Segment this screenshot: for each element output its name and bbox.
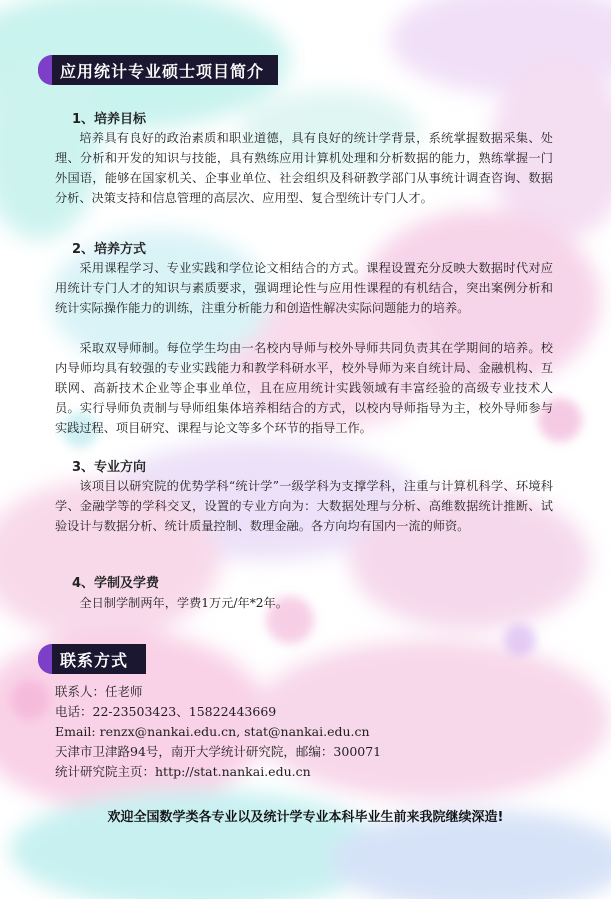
contact-title-banner bbox=[38, 644, 146, 674]
section-paragraph: 全日制学制两年，学费1万元/年*2年。 bbox=[79, 596, 288, 610]
section-paragraph: 培养具有良好的政治素质和职业道德，具有良好的统计学背景，系统掌握数据采集、处理、分析和开发的知识与技能，具有熟练应用计算机处理和分析数据的能力，熟练掌握一门外国语，能够在国家机关、企事业单位、社会组织及科研教学部门从事统计调查咨询、数据分析、决策支持和信息管理的高层次、应用型、复合型统计专门人才。 bbox=[55, 131, 553, 205]
contact-address: 天津市卫津路94号，南开大学统计研究院，邮编：300071 bbox=[55, 744, 382, 759]
section-title-objective: 1、培养目标 bbox=[72, 112, 147, 127]
section-paragraph: 采取双导师制。每位学生均由一名校内导师与校外导师共同负责其在学期间的培养。校内导师均具有较强的专业实践能力和教学科研水平，校外导师为来自统计局、金融机构、互联网、高新技术企业等企事业单位，且在应用统计实践领域有丰富经验的高级专业技术人员。实行导师负责制与导师组集体培养相结合的方式，以校内导师指导为主，校外导师参与实践过程、项目研究、课程与论文等多个环节的指导工作。 bbox=[55, 341, 553, 435]
program-title-banner bbox=[38, 55, 278, 85]
section-title-duration-fees: 4、学制及学费 bbox=[72, 576, 160, 591]
contact-email[interactable]: Email: renzx@nankai.edu.cn, stat@nankai.edu.cn bbox=[55, 724, 370, 739]
section-paragraph: 该项目以研究院的优势学科“统计学”一级学科为支撑学科，注重与计算机科学、环境科学、金融学等的学科交叉，设置的专业方向为：大数据处理与分析、高维数据统计推断、试验设计与数据分析、统计质量控制、数理金融。各方向均有国内一流的师资。 bbox=[55, 479, 553, 533]
section-title-method: 2、培养方式 bbox=[72, 242, 147, 257]
contact-title: 联系方式 bbox=[60, 650, 129, 670]
contact-website[interactable]: 统计研究院主页：http://stat.nankai.edu.cn bbox=[55, 764, 311, 779]
footer-welcome: 欢迎全国数学类各专业以及统计学专业本科毕业生前来我院继续深造! bbox=[107, 810, 504, 825]
contact-block bbox=[55, 682, 381, 782]
section-paragraph: 采用课程学习、专业实践和学位论文相结合的方式。课程设置充分反映大数据时代对应用统计专门人才的知识与素质要求，强调理论性与应用性课程的有机结合，突出案例分析和统计实际操作能力的训练，注重分析能力和创造性解决实际问题能力的培养。 bbox=[55, 261, 553, 315]
contact-phone: 电话：22-23503423、15822443669 bbox=[55, 704, 277, 719]
contact-person: 联系人：任老师 bbox=[55, 684, 143, 699]
section-title-direction: 3、专业方向 bbox=[72, 460, 147, 475]
page-title: 应用统计专业硕士项目简介 bbox=[60, 61, 265, 81]
